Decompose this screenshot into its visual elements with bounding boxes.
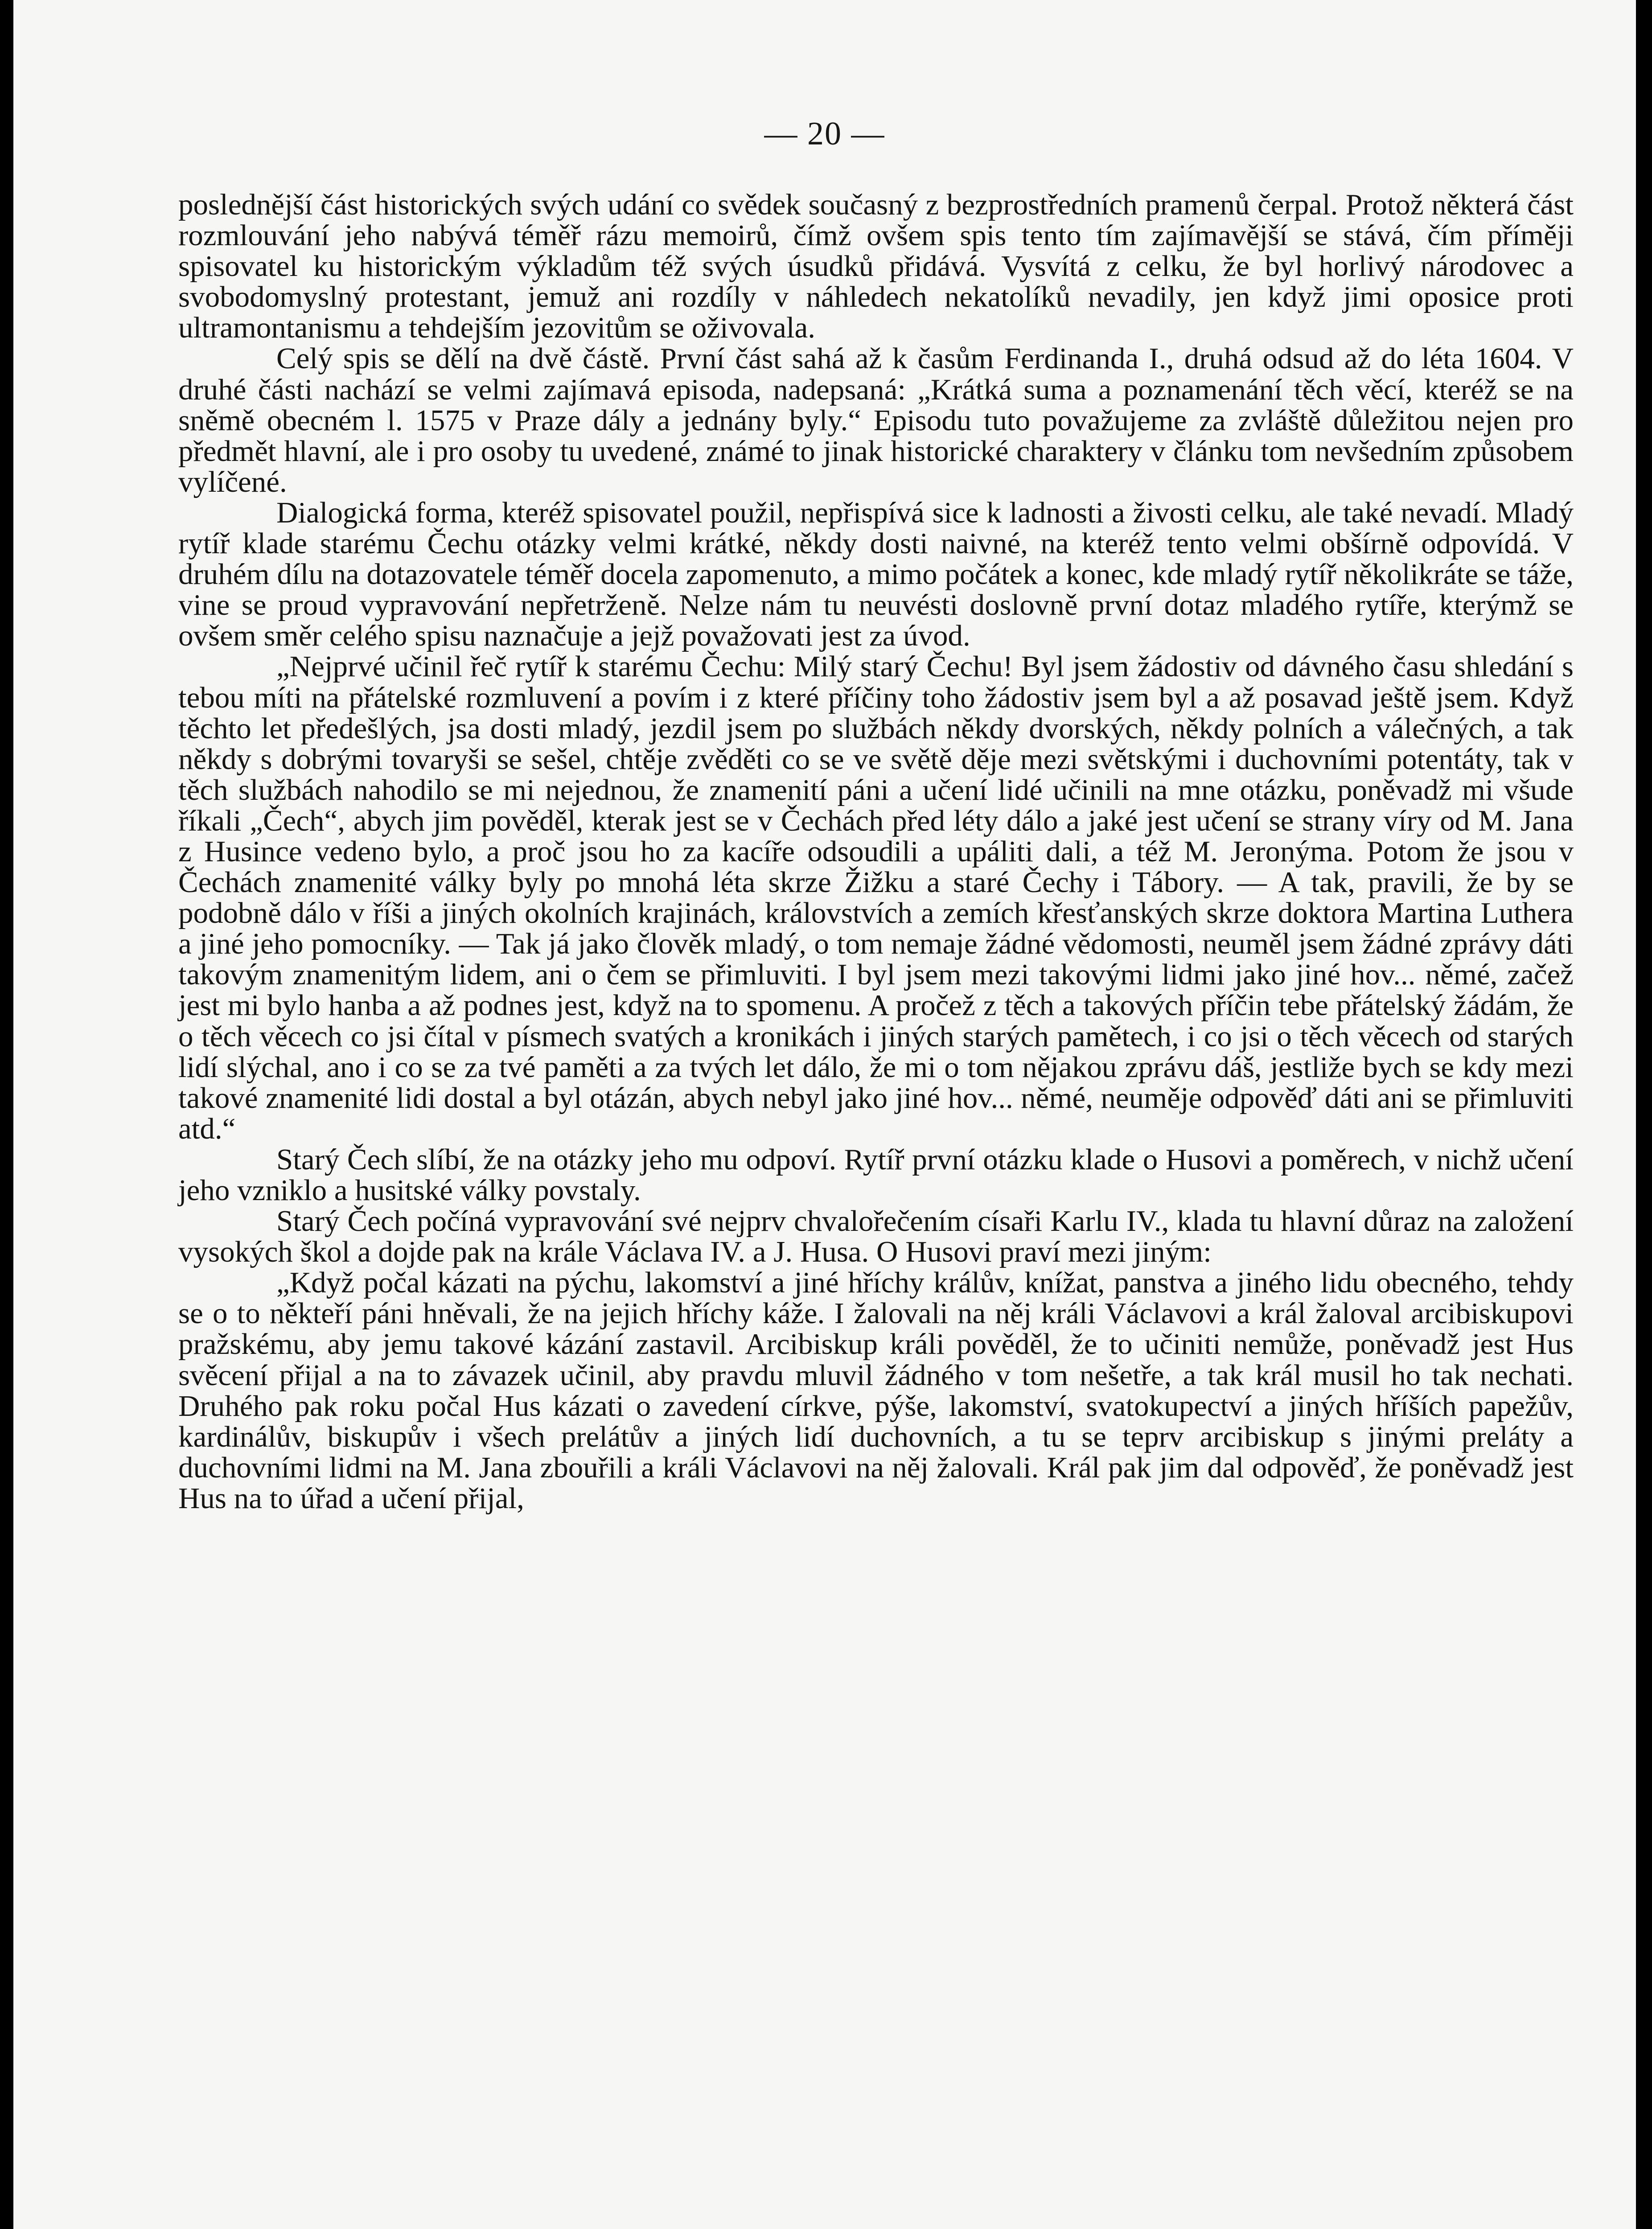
paragraph-3: Dialogická forma, kteréž spisovatel použil, nepřispívá sice k ladnosti a živosti celku, ale také nevadí. Mladý rytíř klade starému Čechu otázky velmi krátké, někdy dosti naivné, na kteréž tento velmi obšírně odpovídá. V druhém dílu na dotazovatele téměř docela zapomenuto, a mimo počátek a konec, kde mladý rytíř několikráte se táže, vine se proud vypravování nepřetrženě. Nelze nám tu neuvésti doslovně první dotaz mladého rytíře, kterýmž se ovšem směr celého spisu naznačuje a jejž považovati jest za úvod.: [178, 496, 1574, 653]
paragraph-5: Starý Čech slíbí, že na otázky jeho mu odpoví. Rytíř první otázku klade o Husovi a poměrech, v nichž učení jeho vzniklo a husitské války povstaly.: [178, 1143, 1574, 1207]
page-number: — 20 —: [764, 115, 885, 152]
paragraph-1: poslednější část historických svých udání co svědek současný z bezprostředních pramenů čerpal. Protož některá část rozmlouvání jeho nabývá téměř rázu memoirů, čímž ovšem spis tento tím zajímavější se stává, čím příměji spisovatel ku historickým výkladům též svých úsudků přidává. Vysvítá z celku, že byl horlivý národovec a svobodomyslný protestant, jemuž ani rozdíly v náhledech nekatolíků nevadily, jen když jimi oposice proti ultramontanismu a tehdejším jezovitům se oživovala.: [178, 188, 1574, 345]
document-page: [13, 0, 1636, 2229]
paragraph-4-quote: „Nejprvé učinil řeč rytíř k starému Čechu: Milý starý Čechu! Byl jsem žádostiv od dávného času shledání s tebou míti na přátelské rozmluvení a povím i z které příčiny toho žádostiv jsem byl a až posavad ještě jsem. Když těchto let předešlých, jsa dosti mladý, jezdil jsem po službách někdy dvorských, někdy polních a válečných, a tak někdy s dobrými tovaryši se sešel, chtěje zvěděti co se ve světě děje mezi světskými i duchovními potentáty, tak v těch službách nahodilo se mi nejednou, že znamenití páni a učení lidé učinili na mne otázku, poněvadž mi všude říkali „Čech“, abych jim pověděl, kterak jest se v Čechách před léty dálo a jaké jest učení se strany víry od M. Jana z Husince vedeno bylo, a proč jsou ho za kacíře odsoudili a upáliti dali, a též M. Jeronýma. Potom že jsou v Čechách znamenité války byly po mnohá léta skrze Žižku a staré Čechy i Tábory. — A tak, pravili, že by se podobně dálo v říši a jiných okolních krajinách, královstvích a zemích křesťanských skrze doktora Martina Luthera a jiné jeho pomocníky. — Tak já jako člověk mladý, o tom nemaje žádné vědomosti, neuměl jsem žádné zprávy dáti takovým znamenitým lidem, ani o čem se přimluviti. I byl jsem mezi takovými lidmi jako jiné hov... němé, začež jest mi bylo hanba a až podnes jest, když na to spomenu. A pročež z těch a takových příčin tebe přátelský žádám, že o těch věcech co jsi čítal v písmech svatých a kronikách i jiných starých pamětech, i co jsi o těch věcech od starých lidí slýchal, ano i co se za tvé paměti a za tvých let dálo, že mi o tom nějakou zprávu dáš, jestliže bych se kdy mezi takové znamenité lidi dostal a byl otázán, abych nebyl jako jiné hov... němé, neuměje odpověď dáti ani se přimluviti atd.“: [178, 650, 1574, 1145]
body-text: [178, 189, 1574, 1514]
paragraph-2: Celý spis se dělí na dvě částě. První část sahá až k časům Ferdinanda I., druhá odsud až do léta 1604. V druhé části nachází se velmi zajímavá episoda, nadepsaná: „Krátká suma a poznamenání těch věcí, kteréž se na sněmě obecném l. 1575 v Praze dály a jednány byly.“ Episodu tuto považujeme za zvláště důležitou nejen pro předmět hlavní, ale i pro osoby tu uvedené, známé to jinak historické charaktery v článku tom nevšedním způsobem vylíčené.: [178, 342, 1574, 498]
paragraph-6: Starý Čech počíná vypravování své nejprv chvalořečením císaři Karlu IV., klada tu hlavní důraz na založení vysokých škol a dojde pak na krále Václava IV. a J. Husa. O Husovi praví mezi jiným:: [178, 1205, 1574, 1269]
paragraph-7-quote: „Když počal kázati na pýchu, lakomství a jiné hříchy králův, knížat, panstva a jiného lidu obecného, tehdy se o to někteří páni hněvali, že na jejich hříchy káže. I žalovali na něj králi Václavovi a král žaloval arcibiskupovi pražskému, aby jemu takové kázání zastavil. Arcibiskup králi pověděl, že to učiniti nemůže, poněvadž jest Hus svěcení přijal a na to závazek učinil, aby pravdu mluvil žádného v tom nešetře, a tak král musil ho tak nechati. Druhého pak roku počal Hus kázati o zavedení církve, pýše, lakomství, svatokupectví a jiných hříších papežův, kardinálův, biskupův i všech prelátův a jiných lidí duchovních, a tu se teprv arcibiskup s jinými preláty a duchovními lidmi na M. Jana zbouřili a králi Václavovi na něj žalovali. Král pak jim dal odpověď, že poněvadž jest Hus na to úřad a učení přijal,: [178, 1266, 1574, 1515]
